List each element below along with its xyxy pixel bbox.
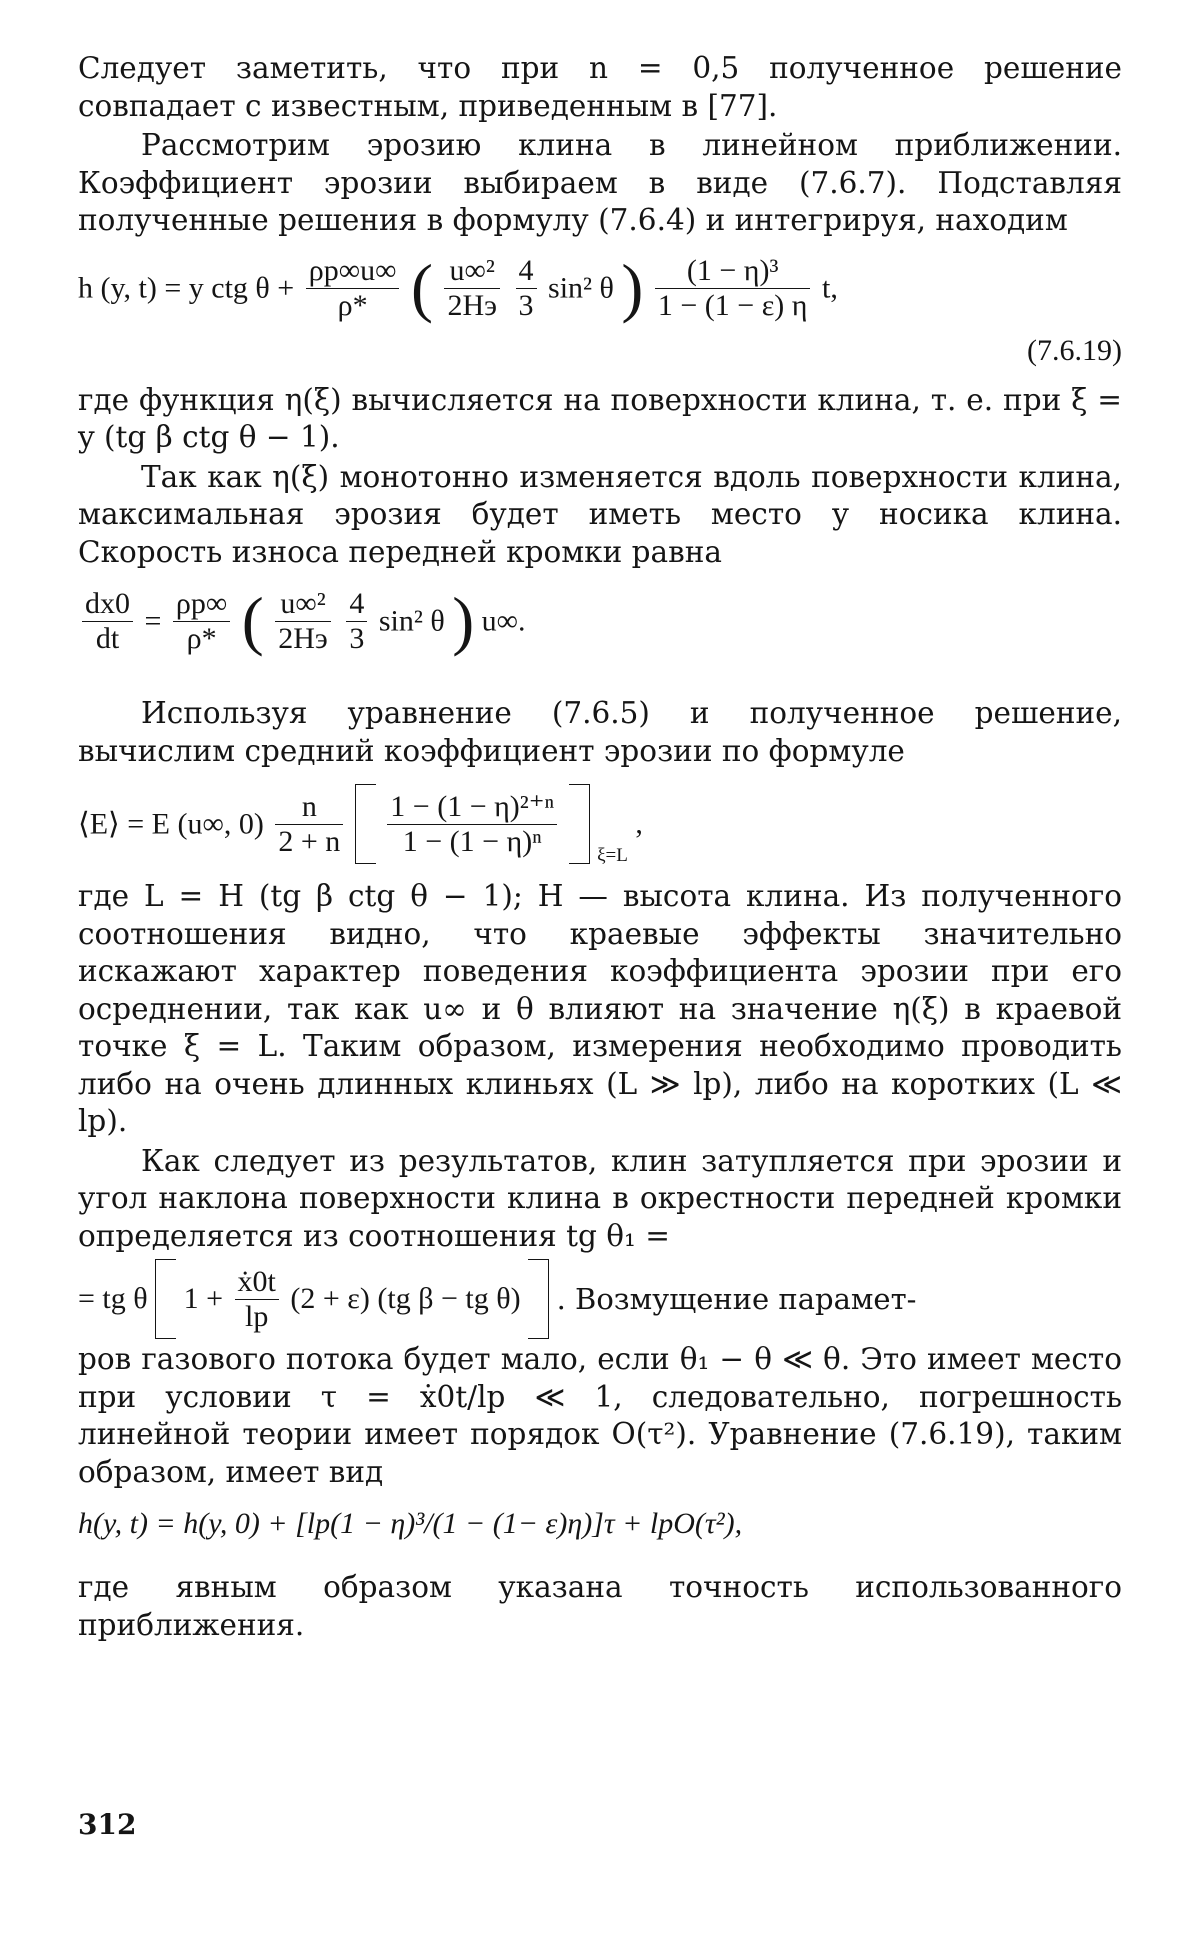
right-bracket <box>569 784 590 864</box>
left-bracket <box>355 784 376 864</box>
paragraph-6: где L = H (tg β ctg θ − 1); H — высота клина. Из полученного соотношения видно, что краевые эффекты значительно искажают характер поведения коэффициента эрозии при его осреднении, так как u∞ и θ влияют на значение η(ξ) в краевой точке ξ = L. Таким образом, измерения необходимо проводить либо на очень длинных клиньях (L ≫ lp), либо на коротких (L ≪ lp). <box>78 879 1122 1138</box>
eq4-lhs: = tg θ <box>78 1282 148 1315</box>
eq1-fraction-velocity: $\frac{\text{u∞²}}{2Hэ}$ <box>444 254 500 323</box>
right-paren: ) <box>452 584 475 658</box>
equation-number: (7.6.19) <box>1027 333 1122 367</box>
equation-erosion-rate <box>78 584 1122 669</box>
eq1-fraction-four-thirds: $\frac{4}{3}$ <box>516 254 537 323</box>
eq3-tail: , <box>635 807 643 840</box>
right-bracket <box>528 1259 549 1339</box>
eq4-one: 1 + <box>183 1282 224 1315</box>
eq3-fraction-bracket: $\frac{\text{1 − (1 − η)²⁺ⁿ}}{\text{1 − (1 − η)ⁿ}}$ <box>387 790 557 859</box>
equation-7-6-19 <box>78 251 1122 332</box>
eq1-sin: sin² θ <box>548 271 614 304</box>
paragraph-7: Как следует из результатов, клин затупляется при эрозии и угол наклона поверхности клина в окрестности передней кромки определяется из соотношения tg θ₁ = <box>78 1143 1122 1253</box>
eq2-fraction-velocity: $\frac{\text{u∞²}}{2Hэ}$ <box>275 587 331 656</box>
eq2-lhs-fraction: $\frac{dx0}{dt}$ <box>82 587 133 656</box>
paragraph-5: Используя уравнение (7.6.5) и полученное решение, вычислим средний коэффициент эрозии по формуле <box>78 696 1122 768</box>
eq4-rest: (2 + ε) (tg β − tg θ) <box>290 1282 521 1315</box>
eq2-tail: u∞. <box>481 604 526 638</box>
left-paren: ( <box>241 584 264 658</box>
paragraph-4: Так как η(ξ) монотонно изменяется вдоль поверхности клина, максимальная эрозия будет иметь место у носика клина. Скорость износа передней кромки равна <box>78 459 1122 569</box>
eq1-fraction-density: $\frac{\rho p\infty u\infty}{\rho*}$ <box>306 254 400 323</box>
eq3-subscript: ξ=L <box>597 844 628 866</box>
eq3-lhs: ⟨E⟩ = E (u∞, 0) <box>78 807 264 841</box>
paragraph-1: Следует заметить, что при n = 0,5 полученное решение совпадает с известным, приведенным в [77]. <box>78 51 1122 123</box>
eq2-equals: = <box>144 604 162 638</box>
eq2-fraction-density: $\frac{\rho p\infty}{\rho*}$ <box>173 587 230 656</box>
eq4-after: . Возмущение парамет- <box>556 1282 917 1316</box>
eq2-sin: sin² θ <box>378 604 445 638</box>
page-body <box>78 50 1122 1644</box>
page-number: 312 <box>78 1808 137 1841</box>
left-bracket <box>155 1259 176 1339</box>
paragraph-3: где функция η(ξ) вычисляется на поверхности клина, т. е. при ξ = y (tg β ctg θ − 1). <box>78 382 1122 454</box>
eq1-fraction-eta: $\frac{\text{(1 − η)³}}{1 - (1 - \varepsilon) \eta}$ <box>655 254 811 323</box>
eq1-tail: t, <box>821 271 838 304</box>
eq1-lhs: h (y, t) = y ctg θ + <box>78 271 295 304</box>
right-paren: ) <box>621 251 644 324</box>
equation-mean-erosion <box>78 784 1122 870</box>
eq2-fraction-four-thirds: $\frac{4}{3}$ <box>346 587 367 656</box>
eq4-fraction: $\frac{\text{ẋ0t}}{lp}$ <box>235 1265 279 1334</box>
paragraph-8: где явным образом указана точность использованного приближения. <box>78 1570 1122 1642</box>
equation-h-final: h(y, t) = h(y, 0) + [lp(1 − η)³/(1 − (1− ε)η)]τ + lpO(τ²), <box>78 1507 743 1540</box>
eq3-fraction-n: $\frac{n}{2 + n}$ <box>275 790 343 859</box>
left-paren: ( <box>410 251 433 324</box>
equation-tg-theta1 <box>78 1259 1122 1335</box>
paragraph-2: Рассмотрим эрозию клина в линейном приближении. Коэффициент эрозии выбираем в виде (7.6.7). Подставляя полученные решения в формулу (7.6.4) и интегрируя, находим <box>78 128 1122 237</box>
paragraph-7-continued: ров газового потока будет мало, если θ₁ − θ ≪ θ. Это имеет место при условии τ = ẋ0t/lp ≪ 1, следовательно, погрешность линейной теории имеет порядок O(τ²). Уравнение (7.6.19), таким образом, имеет вид <box>78 1342 1122 1489</box>
